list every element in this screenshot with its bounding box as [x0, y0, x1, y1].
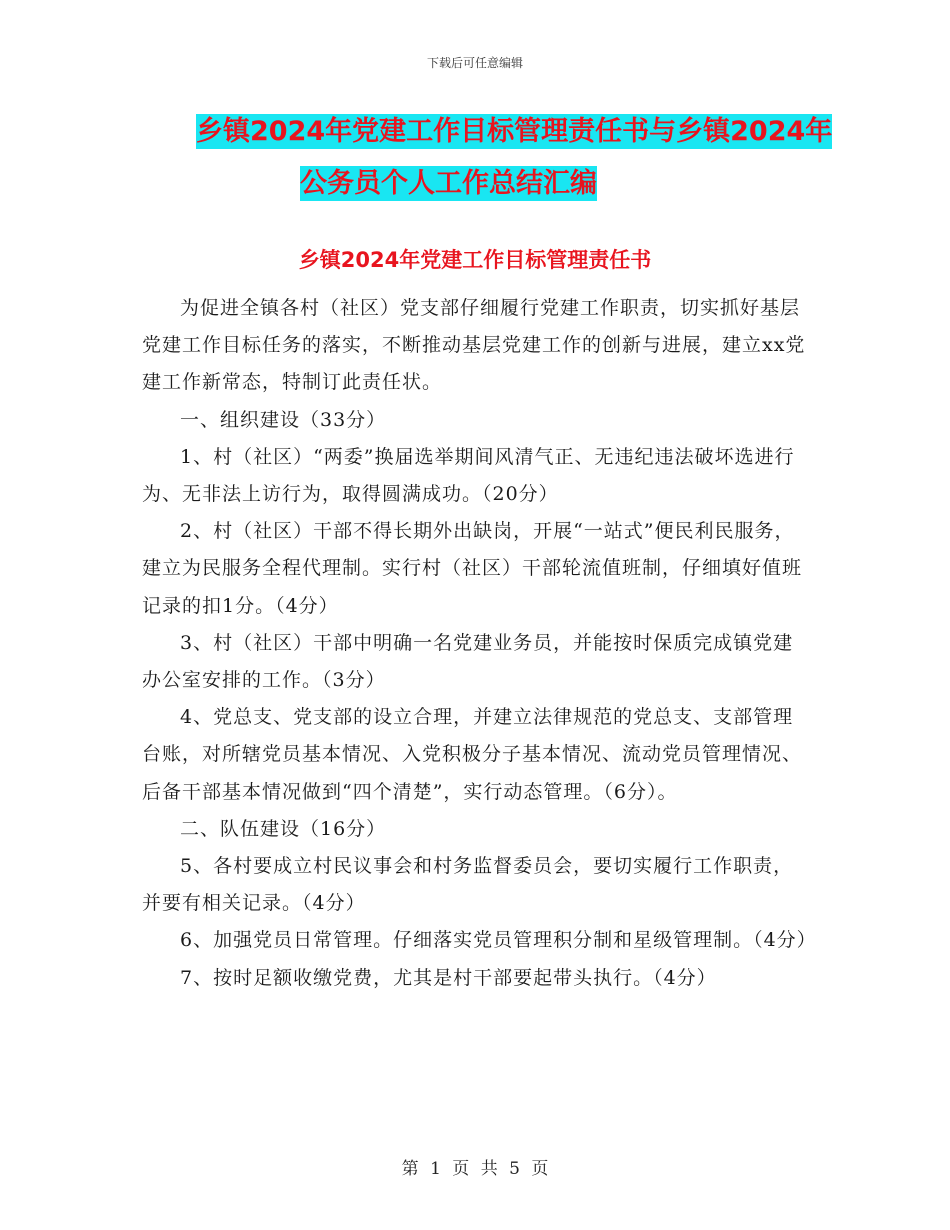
document-body	[142, 290, 817, 997]
section-heading-organization: 一、组织建设（33分）	[180, 408, 387, 431]
section-title: 乡镇2024年党建工作目标管理责任书	[298, 248, 652, 272]
section-heading-team: 二、队伍建设（16分）	[180, 817, 387, 840]
paragraph-item-2: 2、村（社区）干部不得长期外出缺岗，开展“一站式”便民利民服务，建立为民服务全程代理制。实行村（社区）干部轮流值班制，仔细填好值班记录的扣1分。（4分）	[142, 520, 803, 617]
page-number-footer: 第 1 页 共 5 页	[401, 1159, 549, 1179]
paragraph-item-3: 3、村（社区）干部中明确一名党建业务员，并能按时保质完成镇党建办公室安排的工作。（3分）	[142, 631, 794, 692]
paragraph-item-5: 5、各村要成立村民议事会和村务监督委员会，要切实履行工作职责，并要有相关记录。（4分）	[142, 855, 794, 915]
title-line-2: 公务员个人工作总结汇编	[300, 168, 597, 199]
paragraph-item-4: 4、党总支、党支部的设立合理，并建立法律规范的党总支、支部管理台账，对所辖党员基本情况、入党积极分子基本情况、流动党员管理情况、后备干部基本情况做到“四个清楚”，实行动态管理。（6分）。	[142, 706, 803, 803]
paragraph-item-1: 1、村（社区）“两委”换届选举期间风清气正、无违纪违法破坏选进行为、无非法上访行为，取得圆满成功。（20分）	[142, 445, 795, 506]
paragraph-item-6: 6、加强党员日常管理。仔细落实党员管理积分制和星级管理制。（4分）	[180, 929, 817, 952]
paragraph-item-7: 7、按时足额收缴党费，尤其是村干部要起带头执行。（4分）	[180, 966, 717, 989]
paragraph-intro: 为促进全镇各村（社区）党支部仔细履行党建工作职责，切实抓好基层党建工作目标任务的落实，不断推动基层党建工作的创新与进展，建立xx党建工作新常态，特制订此责任状。	[142, 297, 806, 394]
page-header-note: 下载后可任意编辑	[426, 56, 523, 70]
title-line-1: 乡镇2024年党建工作目标管理责任书与乡镇2024年	[196, 116, 833, 147]
document-title	[140, 106, 840, 210]
